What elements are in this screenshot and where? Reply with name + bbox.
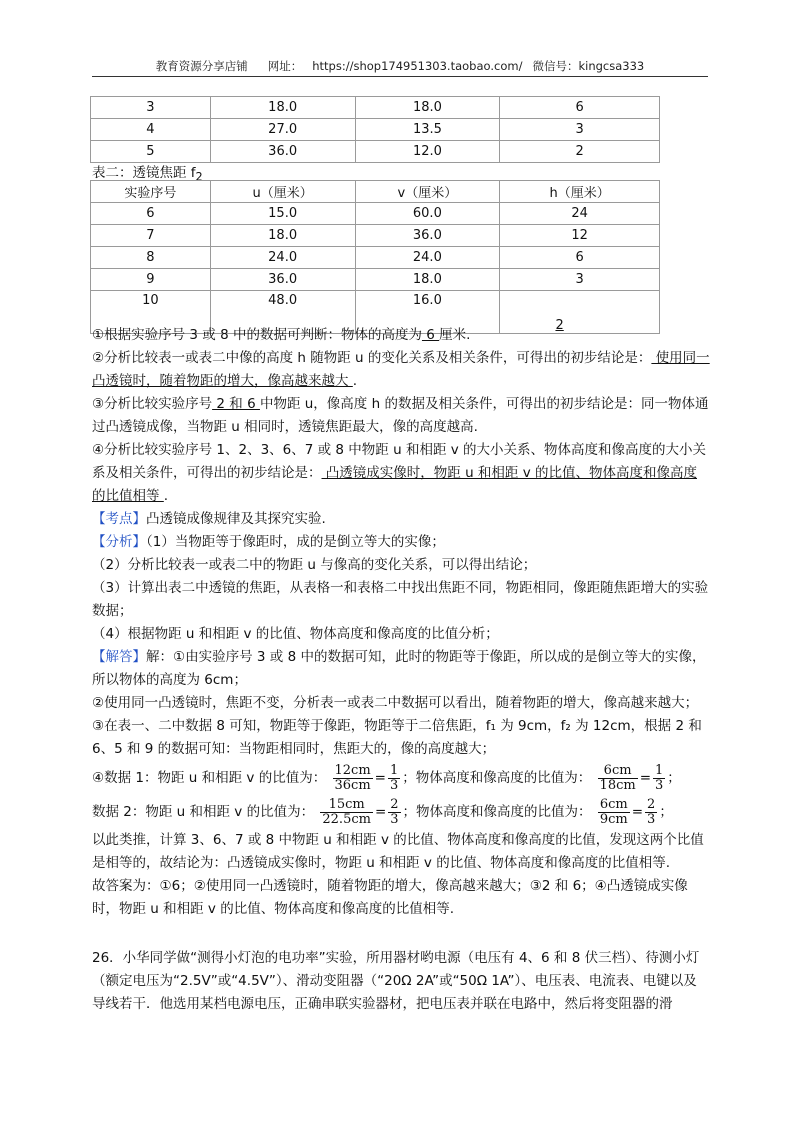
fraction: $\frac{2}{3}$ <box>390 796 399 827</box>
question-3: ③分析比较实验序号 2 和 6 中物距 u，像高度 h 的数据及相关条件，可得出的初步结论是：同一物体通过凸透镜成像，当物距 u 相同时，透镜焦距最大，像的高度越高. <box>92 396 709 435</box>
page-header <box>92 58 708 74</box>
table-cell: 36.0 <box>355 225 500 247</box>
table-row <box>91 269 660 291</box>
underlined-value: 2 <box>555 318 564 333</box>
question-26: 26．小华同学做“测得小灯泡的电功率”实验，所用器材哟电源（电压有 4、6 和 8 伏三档）、待测小灯（额定电压为“2.5V”或“4.5V”）、滑动变阻器（“20Ω 2A”或“50Ω 1A”）、电压表、电流表、电键以及导线若干．他选用某档电源电压，正确串联实验器材，把电压表并联在电路中，然后将变阻器的滑 <box>92 950 700 1012</box>
shop-name: 教育资源分享店铺 <box>155 59 248 73</box>
table-cell: 10 <box>91 291 211 334</box>
table-row <box>91 119 660 141</box>
table-cell: 8 <box>91 247 211 269</box>
table-cell: 6 <box>500 247 660 269</box>
table-cell: 18.0 <box>210 97 355 119</box>
table-cell: 27.0 <box>210 119 355 141</box>
fraction: $\frac{6cm}{9cm}$ <box>599 796 628 827</box>
column-header: v（厘米） <box>355 181 500 203</box>
ratio-line-2: 数据 2：物距 u 和相距 v 的比值为： $\frac{15cm}{22.5cm}$ = $\frac{2}{3}$ ；物体高度和像高度的比值为： $\frac{6cm}{9cm}$ = $\frac{2}{3}$ ； <box>92 796 673 827</box>
table-one <box>90 96 660 163</box>
table-cell: 24.0 <box>355 247 500 269</box>
wechat-label: 微信号： <box>532 59 579 73</box>
table-cell: 16.0 <box>355 291 500 334</box>
table-cell: 18.0 <box>355 269 500 291</box>
fraction: $\frac{2}{3}$ <box>647 796 656 827</box>
table-cell: 24 <box>500 203 660 225</box>
shop-url[interactable]: https://shop174951303.taobao.com/ <box>312 59 523 73</box>
fraction: $\frac{6cm}{18cm}$ <box>599 762 636 793</box>
answer-blank: 2 和 6 <box>212 396 260 412</box>
table-cell: 36.0 <box>210 269 355 291</box>
column-header: 实验序号 <box>91 181 211 203</box>
column-header: h（厘米） <box>500 181 660 203</box>
fraction: $\frac{1}{3}$ <box>389 762 399 793</box>
kaodian-section: 【考点】凸透镜成像规律及其探究实验. <box>92 511 326 527</box>
fraction: $\frac{12cm}{36cm}$ <box>334 762 371 793</box>
kaodian-tag: 【考点】 <box>92 511 146 527</box>
fraction: $\frac{15cm}{22.5cm}$ <box>322 796 371 827</box>
answer-blank: 凸透镜成实像时，物距 u 和相距 v 的比值、物体高度和像高度的比值相等 <box>92 465 698 504</box>
fraction: $\frac{1}{3}$ <box>655 762 664 793</box>
table-header-row <box>91 181 660 203</box>
fenxi-line: （4）根据物距 u 和相距 v 的比值、物体高度和像高度的比值分析； <box>92 626 499 642</box>
table-cell: 13.5 <box>355 119 500 141</box>
table-cell: 12.0 <box>355 141 500 163</box>
jieda-paragraph: 【解答】解：①由实验序号 3 或 8 中的数据可知，此时的物距等于像距，所以成的是倒立等大的实像，所以物体的高度为 6cm； <box>92 649 706 688</box>
table-row <box>91 97 660 119</box>
fenxi-line: （3）计算出表二中透镜的焦距，从表格一和表格二中找出焦距不同，物距相同，像距随焦距增大的实验数据； <box>92 580 709 619</box>
table-cell: 5 <box>91 141 211 163</box>
table-cell: 3 <box>500 119 660 141</box>
table-row <box>91 225 660 247</box>
table-row <box>91 141 660 163</box>
table-two <box>90 180 660 334</box>
table-cell: 6 <box>91 203 211 225</box>
table-cell: 15.0 <box>210 203 355 225</box>
jieda-tag: 【解答】 <box>92 649 146 665</box>
column-header: u（厘米） <box>210 181 355 203</box>
table-row <box>91 203 660 225</box>
ratio-line-1: ④数据 1：物距 u 和相距 v 的比值为： $\frac{12cm}{36cm}$ = $\frac{1}{3}$ ；物体高度和像高度的比值为： $\frac{6cm}{18cm}$ = $\frac{1}{3}$ ； <box>92 762 681 793</box>
jieda-paragraph: ③在表一、二中数据 8 可知，物距等于像距，物距等于二倍焦距，f₁ 为 9cm，f₂ 为 12cm，根据 2 和 6、5 和 9 的数据可知：当物距相同时，焦距大的，像的高度越大； <box>92 718 702 757</box>
table-cell: 18.0 <box>355 97 500 119</box>
table-cell: 3 <box>500 269 660 291</box>
table-cell: 12 <box>500 225 660 247</box>
table-cell: 18.0 <box>210 225 355 247</box>
question-2: ②分析比较表一或表二中像的高度 h 随物距 u 的变化关系及相关条件，可得出的初步结论是： 使用同一凸透镜时，随着物距的增大，像高越来越大 . <box>92 350 710 389</box>
table-cell: 24.0 <box>210 247 355 269</box>
table-cell: 9 <box>91 269 211 291</box>
jieda-paragraph: 以此类推，计算 3、6、7 或 8 中物距 u 和相距 v 的比值、物体高度和像高度的比值，发现这两个比值是相等的，故结论为：凸透镜成实像时，物距 u 和相距 v 的比值、物体高度和像高度的比值相等. <box>92 832 704 871</box>
table-two-caption: 表二：透镜焦距 $f_2$ <box>92 165 203 184</box>
url-label: 网址： <box>267 59 303 73</box>
question-1: ①根据实验序号 3 或 8 中的数据可判断：物体的高度为 6 厘米. <box>92 327 471 343</box>
answer-blank: 使用同一凸透镜时，随着物距的增大，像高越来越大 <box>92 350 710 389</box>
jieda-paragraph: ②使用同一凸透镜时，焦距不变，分析表一或表二中数据可以看出，随着物距的增大，像高越来越大； <box>92 695 699 711</box>
answer-blank: 6 <box>421 327 440 343</box>
caption-subscript: 2 <box>195 170 203 184</box>
final-answer: 故答案为：①6；②使用同一凸透镜时，随着物距的增大，像高越来越大；③2 和 6；④凸透镜成实像时，物距 u 和相距 v 的比值、物体高度和像高度的比值相等. <box>92 878 688 917</box>
header-divider <box>92 76 708 77</box>
fenxi-tag: 【分析】 <box>92 534 146 550</box>
wechat-id: kingcsa333 <box>578 59 645 73</box>
table-cell: 4 <box>91 119 211 141</box>
table-row <box>91 247 660 269</box>
table-cell: 2 <box>500 141 660 163</box>
question-4: ④分析比较实验序号 1、2、3、6、7 或 8 中物距 u 和相距 v 的大小关系、物体高度和像高度的大小关系及相关条件，可得出的初步结论是： 凸透镜成实像时，物距 u 和相距 v 的比值、物体高度和像高度的比值相等 . <box>92 442 707 504</box>
fenxi-line: （2）分析比较表一或表二中的物距 u 与像高的变化关系，可以得出结论； <box>92 557 537 573</box>
table-cell: 6 <box>500 97 660 119</box>
table-cell: 3 <box>91 97 211 119</box>
fenxi-line: 【分析】（1）当物距等于像距时，成的是倒立等大的实像； <box>92 534 445 550</box>
table-cell: 36.0 <box>210 141 355 163</box>
table-cell: 60.0 <box>355 203 500 225</box>
answer-content <box>92 324 710 1016</box>
table-cell: 7 <box>91 225 211 247</box>
table-cell: 48.0 <box>210 291 355 334</box>
